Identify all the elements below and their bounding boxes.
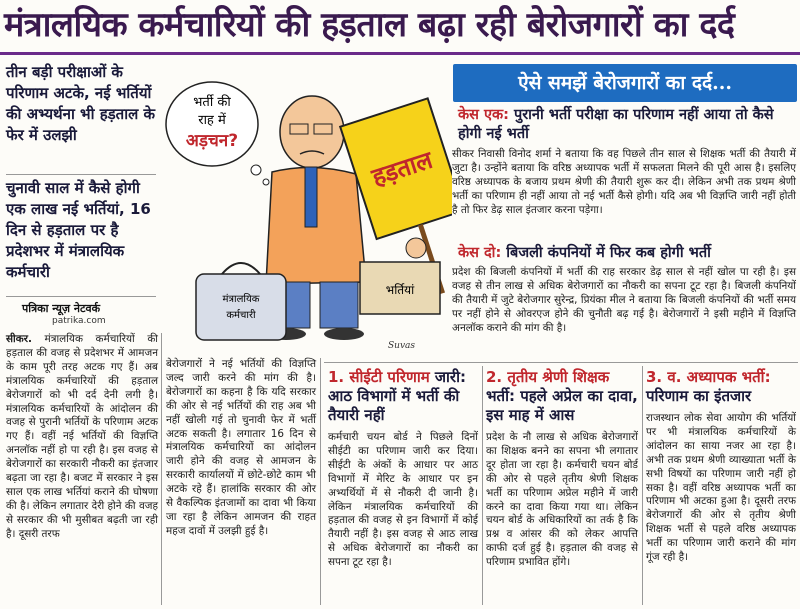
thought-text-3: अड़चन? [185, 131, 239, 151]
thought-text-2: राह में [198, 113, 226, 128]
case1-title-text: पुरानी भर्ती परीक्षा का परिणाम नहीं आया तो कैसे होगी नई भर्ती [458, 107, 774, 142]
box3-head-rest: परिणाम का इंतजार [646, 387, 752, 405]
explainer-banner: ऐसे समझें बेरोजगारों का दर्द... [453, 64, 797, 102]
box2-head-rest: भर्ती: पहले अप्रेल का दावा, इस माह में आस [486, 387, 638, 424]
case2-tag: केस दो: [458, 245, 502, 261]
divider [6, 174, 156, 175]
box2-heading [486, 368, 638, 425]
case1-tag: केस एक: [458, 107, 509, 123]
column-divider [320, 358, 321, 605]
case2-title [458, 244, 794, 263]
dateline: सीकर. [6, 333, 32, 345]
main-story-col2: बेरोजगारों ने नई भर्तियों की विज्ञप्ति जल्द जारी करने की मांग की है। बेरोजगारों का कहना है कि यदि सरकार की ओर से नई भर्तियों की राह अब भी नहीं खोली गई तो चुनावी फेर में भर्ती अटक सकती है। लगातार 16 दिन से मंत्रालयिक कर्मचारियों का आंदोलन जारी होने की वजह से आमजन के सरकारी कार्यालयों में छोटे-छोटे काम भी अटके रहे हैं। हालांकि सरकार की ओर से वैकल्पिक इंतजामों का दावा भी किया जा रहा है लेकिन आमजन की राहत महज दावों में उलझी हुई है। [166, 358, 316, 537]
divider [6, 296, 156, 297]
box3-head-red: व. अध्यापक भर्ती: [667, 368, 771, 386]
box3-num: 3. [646, 368, 663, 386]
box-1 [328, 368, 478, 605]
headline-rule [0, 52, 800, 55]
column-divider [482, 366, 483, 605]
site-label: patrika.com [52, 316, 106, 326]
folder-label: भर्तियां [385, 283, 415, 297]
box3-body: राजस्थान लोक सेवा आयोग की भर्तियों पर भी मंत्रालयिक कर्मचारियों के आंदोलन का साया नजर आ रहा है। अभी तक प्रथम श्रेणी व्याख्याता भर्ती के सभी विषयों का परिणाम जारी नहीं हो सका है। वहीं वरिष्ठ अध्यापक भर्ती का परिणाम भी अटका हुआ है। दूसरी तरफ बेरोजगारों की ओर से तृतीय श्रेणी शिक्षक भर्ती से पहले वरिष्ठ अध्यापक भर्ती का परिणाम जारी कराने की मांग गूंज रही है। [646, 412, 796, 564]
thought-text-1: भर्ती की [193, 95, 231, 110]
box2-body: प्रदेश के नौ लाख से अधिक बेरोजगारों का शिक्षक बनने का सपना भी लगातार दूर होता जा रहा है। कर्मचारी चयन बोर्ड की ओर से पहले तृतीय श्रेणी शिक्षक भर्ती का परिणाम अप्रेल महीने में जारी करने का दावा किया गया था। लेकिन चयन बोर्ड के अधिकारियों का तर्क है कि प्रश्न व आंसर की को लेकर आपत्ति काफी दर्ज हुई है। हड़ताल की वजह से परिणाम प्रभावित होंगे। [486, 431, 638, 569]
box1-body: कर्मचारी चयन बोर्ड ने पिछले दिनों सीईटी का परिणाम जारी कर दिया। सीईटी के अंकों के आधार पर आठ विभागों में मेरिट के आधार पर इन अभ्यर्थियों में से नौकरी दी जानी है। लेकिन मंत्रालयिक कर्मचारियों की हड़ताल की वजह से इन विभागों में कोई तैयारी नहीं है। इस वजह से आठ लाख से अधिक बेरोजगारों का नौकरी का सपना टूट रहा है। [328, 431, 478, 569]
case1-title [458, 106, 794, 144]
case1-body: सीकर निवासी विनोद शर्मा ने बताया कि वह पिछले तीन साल से शिक्षक भर्ती की तैयारी में जुटा है। उन्होंने बताया कि वरिष्ठ अध्यापक भर्ती में सफलता मिलने की पूरी आस है। इसलिए वरिष्ठ अध्यापक के बजाय प्रथम श्रेणी की तैयारी शुरू कर दी। लेकिन अभी तक प्रथम श्रेणी भर्ती का परिणाम ही नहीं आया तो नई भर्ती कैसे होगी। यदि अब भी विज्ञप्ति जारी नहीं होती है तो फिर डेढ़ साल इंतजार करना पड़ेगा। [452, 148, 796, 216]
column-divider [642, 366, 643, 605]
box2-head-red: तृतीय श्रेणी शिक्षक [507, 368, 610, 386]
box-2 [486, 368, 638, 605]
subhead-1: तीन बड़ी परीक्षाओं के परिणाम अटके, नई भर्तियों की अभ्यर्थना भी हड़ताल के फेर में उलझी [6, 63, 156, 144]
box2-num: 2. [486, 368, 503, 386]
section-divider [324, 362, 798, 363]
box1-num: 1. [328, 368, 345, 386]
box-3 [646, 368, 796, 605]
cartoon-illustration [160, 62, 452, 354]
case2-body: प्रदेश की बिजली कंपनियों में भर्ती की राह सरकार डेढ़ साल से नहीं खोल पा रही है। इस वजह से तीन लाख से अधिक बेरोजगारों का नौकरी का सपना टूट रहा है। बिजली कंपनियों की तैयारी में जुटे बेरोजगार सुरेन्द्र, प्रियंका मील ने बताया कि बिजली कंपनियों की भर्ती समय पर नहीं होने से ओवरएज होने की चुनौती बढ़ गई है। बेरोजगारों ने इसी महीने में विज्ञप्ति अनलॉक कराने की मांग की है। [452, 266, 796, 334]
byline: पत्रिका न्यूज़ नेटवर्क [22, 302, 101, 315]
box1-head-rest: जारी: आठ विभागों में भर्ती की तैयारी नहीं [328, 368, 466, 424]
bag-label-1: मंत्रालयिक [222, 294, 260, 305]
sign-text: हड़ताल [368, 145, 436, 192]
headline: मंत्रालयिक कर्मचारियों की हड़ताल बढ़ा रही बेरोजगारों का दर्द [4, 5, 735, 45]
box3-heading [646, 368, 796, 406]
subhead-2: चुनावी साल में कैसे होगी एक लाख नई भर्तियां, 16 दिन से हड़ताल पर है प्रदेशभर में मंत्रालयिक कर्मचारी [6, 179, 151, 281]
cartoonist-signature: Suvas [388, 341, 416, 351]
case2-title-text: बिजली कंपनियों में फिर कब होगी भर्ती [501, 245, 711, 261]
bag-label-2: कर्मचारी [226, 310, 256, 321]
col1-text: मंत्रालयिक कर्मचारियों की हड़ताल की वजह से प्रदेशभर में आमजन के काम पूरी तरह अटक गए हैं। अब मंत्रालयिक कर्मचारियों की हड़ताल बेरोजगारों को भी दर्द देनी लगी है। मंत्रालयिक कर्मचारियों के आंदोलन की वजह से पुरानी भर्तियों के परिणाम अटक गए हैं। वहीं नई भर्तियों की विज्ञप्ति अनलॉक नहीं हो पा रही है। इस वजह से बेरोजगारों का सरकारी नौकरी का इंतजार बढ़ता जा रहा है। बजट में सरकार ने इस साल एक लाख भर्तियां कराने की घोषणा की है। लेकिन लगातार देरी होने की वजह से सरकार की भी मुसीबत बढ़ती जा रही है। दूसरी तरफ [6, 333, 158, 540]
box1-head-red: सीईटी परिणाम [349, 368, 430, 386]
box1-heading [328, 368, 478, 425]
column-divider [161, 333, 162, 605]
main-story-col1 [6, 333, 158, 542]
